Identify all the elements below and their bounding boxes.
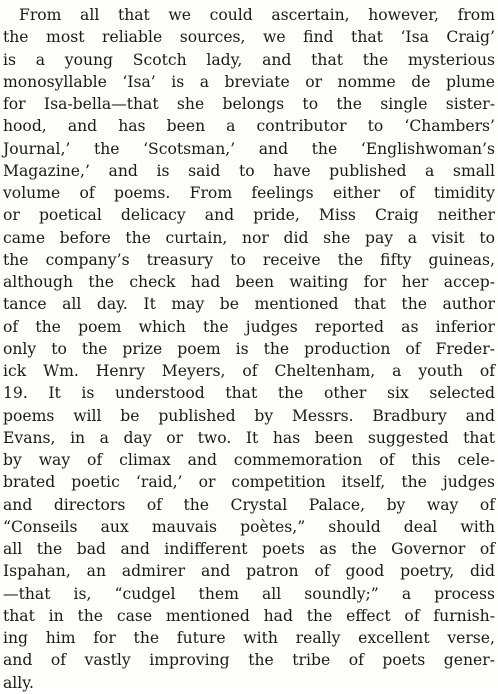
article-line: is a young Scotch lady, and that the mysterious bbox=[3, 50, 495, 69]
article-line: all the bad and indifferent poets as the Governor of bbox=[3, 540, 495, 558]
article-line: Evans, in a day or two. It has been suggested that bbox=[3, 428, 495, 447]
article-line: the most reliable sources, we find that ‘Isa Craig’ bbox=[3, 28, 495, 47]
article-line: and directors of the Crystal Palace, by way of bbox=[3, 495, 495, 514]
article-line: and of vastly improving the tribe of poets gener- bbox=[3, 651, 495, 670]
article-line: Journal,’ the ‘Scotsman,’ and the ‘Englishwoman’s bbox=[3, 139, 495, 158]
article-line: —that is, “cudgel them all soundly;” a process bbox=[3, 584, 495, 603]
article-line: poems will be published by Messrs. Bradbury and bbox=[3, 406, 495, 425]
article-line: although the check had been waiting for her accep- bbox=[3, 273, 495, 291]
article-line: or poetical delicacy and pride, Miss Craig neither bbox=[3, 206, 495, 225]
article-line: for Isa-bella—that she belongs to the single sister- bbox=[3, 95, 495, 113]
article-line: From all that we could ascertain, however, from bbox=[19, 6, 495, 24]
article-line: brated poetic ‘raid,’ or competition itself, the judges bbox=[3, 473, 495, 492]
article-line: only to the prize poem is the production of Freder- bbox=[3, 339, 495, 358]
article-line: Ispahan, an admirer and patron of good poetry, did bbox=[3, 562, 495, 581]
article-line: came before the curtain, nor did she pay a visit to bbox=[3, 228, 495, 247]
article-line: “Conseils aux mauvais poètes,” should deal with bbox=[3, 517, 495, 536]
article-line: that in the case mentioned had the effect of furnish- bbox=[3, 606, 495, 625]
article-line: 19. It is understood that the other six selected bbox=[3, 384, 495, 403]
article-line: by way of climax and commemoration of this cele- bbox=[3, 451, 495, 469]
article-line: ing him for the future with really excellent verse, bbox=[3, 629, 495, 647]
article-line: tance all day. It may be mentioned that the author bbox=[3, 295, 495, 314]
article-line: of the poem which the judges reported as inferior bbox=[3, 317, 495, 336]
article-line: ally. bbox=[3, 673, 34, 692]
article-line: Magazine,’ and is said to have published a small bbox=[3, 161, 495, 180]
article-line: volume of poems. From feelings either of timidity bbox=[3, 184, 495, 202]
article-line: ick Wm. Henry Meyers, of Cheltenham, a youth of bbox=[3, 362, 495, 380]
article-line: the company’s treasury to receive the fifty guineas, bbox=[3, 250, 495, 269]
article-column bbox=[3, 4, 495, 694]
article-line: hood, and has been a contributor to ‘Chambers’ bbox=[3, 117, 495, 136]
article-line: monosyllable ‘Isa’ is a breviate or nomme de plume bbox=[3, 72, 495, 91]
